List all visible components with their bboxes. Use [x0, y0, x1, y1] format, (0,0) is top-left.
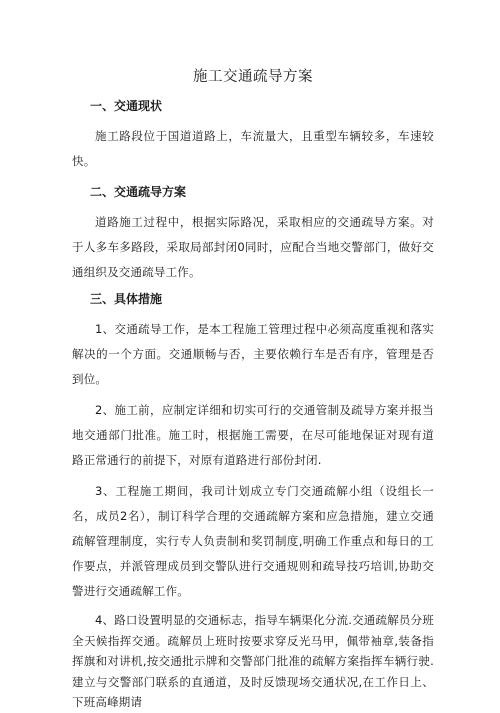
measure-item-2: 2、施工前，应制定详细和切实可行的交通管制及疏导方案并报当地交通部门批准。施工时，根据施工需要，在尽可能地保证对现有道路正常通行的前提下，对原有道路进行部份封闭.: [72, 403, 434, 467]
document-title: 施工交通疏导方案: [193, 69, 313, 85]
section-heading-traffic-plan: 二、交通疏导方案: [90, 185, 187, 199]
measure-item-1: 1、交通疏导工作，是本工程施工管理过程中必须高度重视和落实解决的一个方面。交通顺畅与否，主要依赖行车是否有序，管理是否到位。: [72, 322, 434, 386]
paragraph-traffic-status: 施工路段位于国道道路上，车流量大，且重型车辆较多，车速较快。: [72, 129, 434, 168]
measure-item-4: 4、路口设置明显的交通标志，指导车辆渠化分流.交通疏解员分班全天候指挥交通。疏解员上班时按要求穿反光马甲，佩带袖章,装备指挥旗和对讲机,按交通批示牌和交警部门批准的疏解方案指挥车辆行驶.建立与交警部门联系的直通道，及时反馈现场交通状况,在工作日上、下班高峰期请: [72, 613, 434, 709]
paragraph-traffic-plan: 道路施工过程中，根据实际路况，采取相应的交通疏导方案。对于人多车多路段，采取局部封闭0同时，应配合当地交警部门，做好交通组织及交通疏导工作。: [72, 215, 434, 279]
section-heading-traffic-status: 一、交通现状: [90, 99, 163, 113]
section-heading-measures: 三、具体措施: [90, 292, 163, 306]
measure-item-3: 3、工程施工期间，我司计划成立专门交通疏解小组（设组长一名，成员2名），制订科学合理的交通疏解方案和应急措施，建立交通疏解管理制度，实行专人负责制和奖罚制度,明确工作重点和每日的工作要点，并派管理成员到交警队进行交通规则和疏导技巧培训,协助交警进行交通疏解工作。: [72, 484, 434, 598]
